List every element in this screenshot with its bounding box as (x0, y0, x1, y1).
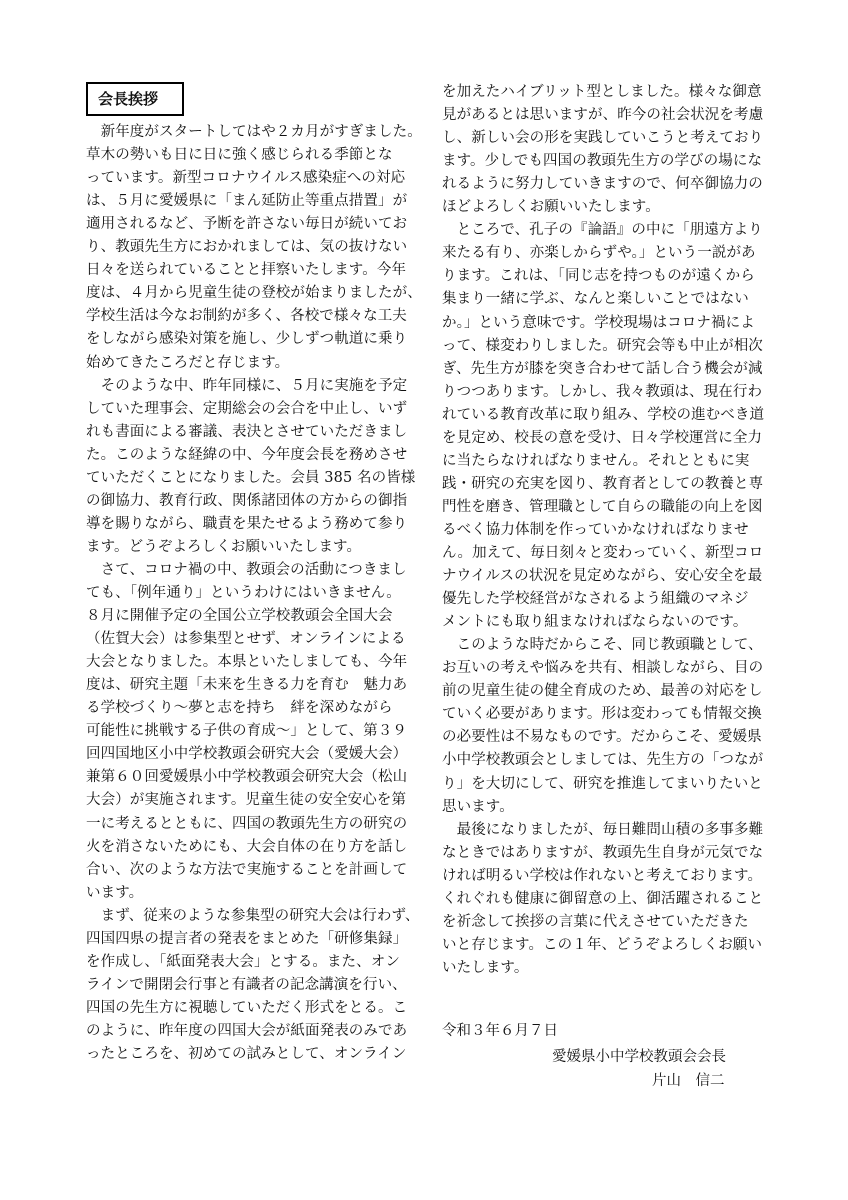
text-line: います。 (86, 884, 144, 901)
text-line: っています。新型コロナウイルス感染症への対応 (86, 170, 406, 187)
text-line: 日々を送られていることと拝察いたします。今年 (86, 262, 407, 279)
text-line: いと存じます。この１年、どうぞよろしくお願い (442, 936, 763, 953)
text-line: 大会）が実施されます。児童生徒の安全安心を第 (86, 792, 407, 809)
signature-organization: 愛媛県小中学校教頭会会長 (552, 1049, 726, 1065)
text-line: を作成し、「紙面発表大会」とする。また、オン (86, 953, 400, 970)
text-line: って、様変わりしました。研究会等も中止が相次 (442, 337, 763, 354)
text-line: ります。これは、「同じ志を持つものが遠くから (442, 268, 755, 285)
text-line: 践・研究の充実を図り、教育者としての教養と専 (442, 475, 764, 492)
text-line: 兼第６０回愛媛県小中学校教頭会研究大会（松山 (86, 769, 408, 786)
text-line: の必要性は不易なものです。だからこそ、愛媛県 (442, 729, 762, 746)
text-line: 新年度がスタートしてはや２カ月がすぎました。 (86, 124, 422, 140)
text-line: 度は、研究主題「未来を生きる力を育む 魅力あ (86, 677, 408, 694)
text-line: このような時だからこそ、同じ教頭職として、 (442, 637, 763, 654)
text-line: 集まり一緒に学ぶ、なんと楽しいことではない (442, 291, 749, 308)
text-line: を祈念して挨拶の言葉に代えさせていただきた (442, 913, 749, 930)
text-line: 適用されるなど、予断を許さない毎日が続いてお (86, 216, 408, 233)
text-line: お互いの考えや悩みを共有、相談しながら、目の (442, 660, 764, 677)
text-line: （佐賀大会）は参集型とせず、オンラインによる (86, 631, 406, 648)
text-line: し、新しい会の形を実践していこうと考えており (442, 130, 764, 147)
text-line: 大会となりました。本県といたしましても、今年 (86, 654, 408, 671)
text-line: 思います。 (442, 798, 514, 815)
text-line: は、５月に愛媛県に「まん延防止等重点措置」が (86, 193, 408, 210)
text-line: 学校生活は今なお制約が多く、各校で様々な工夫 (86, 308, 407, 325)
text-line: さて、コロナ禍の中、教頭会の活動につきまし (86, 561, 407, 578)
text-line: りつつあります。しかし、我々教頭は、現在行わ (442, 383, 763, 400)
text-line: 導を賜りながら、職責を果たせるよう務めて参り (86, 515, 408, 532)
text-line: ければ明るい学校は作れないと考えております。 (442, 867, 763, 884)
text-line: 回四国地区小中学校教頭会研究大会（愛媛大会） (86, 746, 408, 763)
text-line: の御協力、教育行政、関係諸団体の方からの御指 (86, 492, 408, 509)
text-line: いたします。 (442, 959, 529, 976)
text-line: ます。どうぞよろしくお願いいたします。 (86, 538, 362, 555)
text-line: 前の児童生徒の健全育成のため、最善の対応をし (442, 683, 763, 700)
text-line: ラインで開閉会行事と有識者の記念講演を行い、 (86, 976, 407, 993)
text-line: 小中学校教頭会としましては、先生方の「つなが (442, 752, 764, 769)
text-line: 一に考えるとともに、四国の教頭先生方の研究の (86, 815, 408, 832)
text-line: 火を消さないためにも、大会自体の在り方を話し (86, 838, 408, 855)
text-line: ったところを、初めての試みとして、オンライン (86, 1046, 407, 1062)
text-line: 優先した学校経営がなされるよう組織のマネジ (442, 591, 749, 608)
text-line: 見があるとは思いますが、昨今の社会状況を考慮 (442, 107, 764, 124)
text-line: 四国の先生方に視聴していただく形式をとる。こ (86, 999, 408, 1016)
text-line: 合い、次のような方法で実施することを計画して (86, 861, 408, 878)
text-line: 来たる有り、亦楽しからずや。」という一説があ (442, 245, 756, 262)
text-line: り、教頭先生方におかれましては、気の抜けない (86, 239, 408, 256)
text-line: なときではありますが、教頭先生自身が元気でな (442, 844, 764, 861)
text-line: 最後になりましたが、毎日難問山積の多事多難 (442, 821, 764, 838)
text-line: を加えたハイブリット型としました。様々な御意 (442, 84, 762, 100)
text-line: か。」という意味です。学校現場はコロナ禍によ (442, 314, 755, 331)
text-line: り」を大切にして、研究を推進してまいりたいと (442, 775, 763, 792)
text-line: 草木の勢いも日に日に強く感じられる季節とな (86, 147, 393, 164)
text-line: 門性を磨き、管理職として自らの職能の向上を図 (442, 498, 763, 515)
text-line: ていく必要があります。形は変わっても情報交換 (442, 706, 762, 723)
text-line: ます。少しでも四国の教頭先生方の学びの場にな (442, 153, 763, 170)
text-line: ん。加えて、毎日刻々と変わっていく、新型コロ (442, 545, 764, 561)
text-line: 可能性に挑戦する子供の育成～」として、第３９ (86, 723, 407, 740)
text-line: ナウイルスの状況を見定めながら、安心安全を最 (442, 568, 763, 585)
text-line: れている教育改革に取り組み、学校の進むべき道 (442, 406, 765, 423)
text-line: 四国四県の提言者の発表をまとめた「研修集録」 (86, 930, 408, 947)
text-line: る学校づくり～夢と志を持ち 絆を深めながら (86, 700, 393, 717)
text-line: に当たらなければなりません。それとともに実 (442, 452, 750, 469)
text-line: 始めてきたころだと存じます。 (86, 354, 290, 371)
text-line: ても、「例年通り」というわけにはいきません。 (86, 585, 401, 601)
text-line: くれぐれも健康に御留意の上、御活躍されること (442, 890, 764, 907)
signature-name: 片山 信二 (652, 1073, 725, 1089)
text-line: まず、従来のような参集型の研究大会は行わず、 (86, 907, 420, 924)
text-line: ８月に開催予定の全国公立学校教頭会全国大会 (86, 608, 393, 625)
document-title: 会長挨拶 (86, 82, 184, 116)
text-line: ぎ、先生方が膝を突き合わせて話し合う機会が減 (442, 360, 763, 377)
text-line: た。このような経緯の中、今年度会長を務めさせ (86, 446, 408, 463)
text-line: 度は、４月から児童生徒の登校が始まりましたが、 (86, 285, 422, 302)
text-line: していた理事会、定期総会の会合を中止し、いず (86, 400, 408, 417)
text-line: れも書面による審議、表決とさせていただきまし (86, 423, 408, 440)
text-line: ていただくことになりました。会員 385 名の皆様 (86, 469, 416, 486)
date-line: 令和３年６月７日 (442, 1023, 558, 1039)
text-line: のように、昨年度の四国大会が紙面発表のみであ (86, 1022, 408, 1039)
text-line: るべく協力体制を作っていかなければなりませ (442, 521, 749, 538)
text-line: メントにも取り組まなければならないのです。 (442, 614, 748, 631)
text-line: ほどよろしくお願いいたします。 (442, 199, 660, 216)
text-line: れるように努力していきますので、何卒御協力の (442, 176, 763, 193)
text-line: そのような中、昨年同様に、５月に実施を予定 (86, 377, 408, 394)
text-line: を見定め、校長の意を受け、日々学校運営に全力 (442, 429, 763, 446)
text-line: をしながら感染対策を施し、少しずつ軌道に乗り (86, 331, 408, 348)
text-line: ところで、孔子の『論語』の中に「朋遠方より (442, 222, 763, 239)
